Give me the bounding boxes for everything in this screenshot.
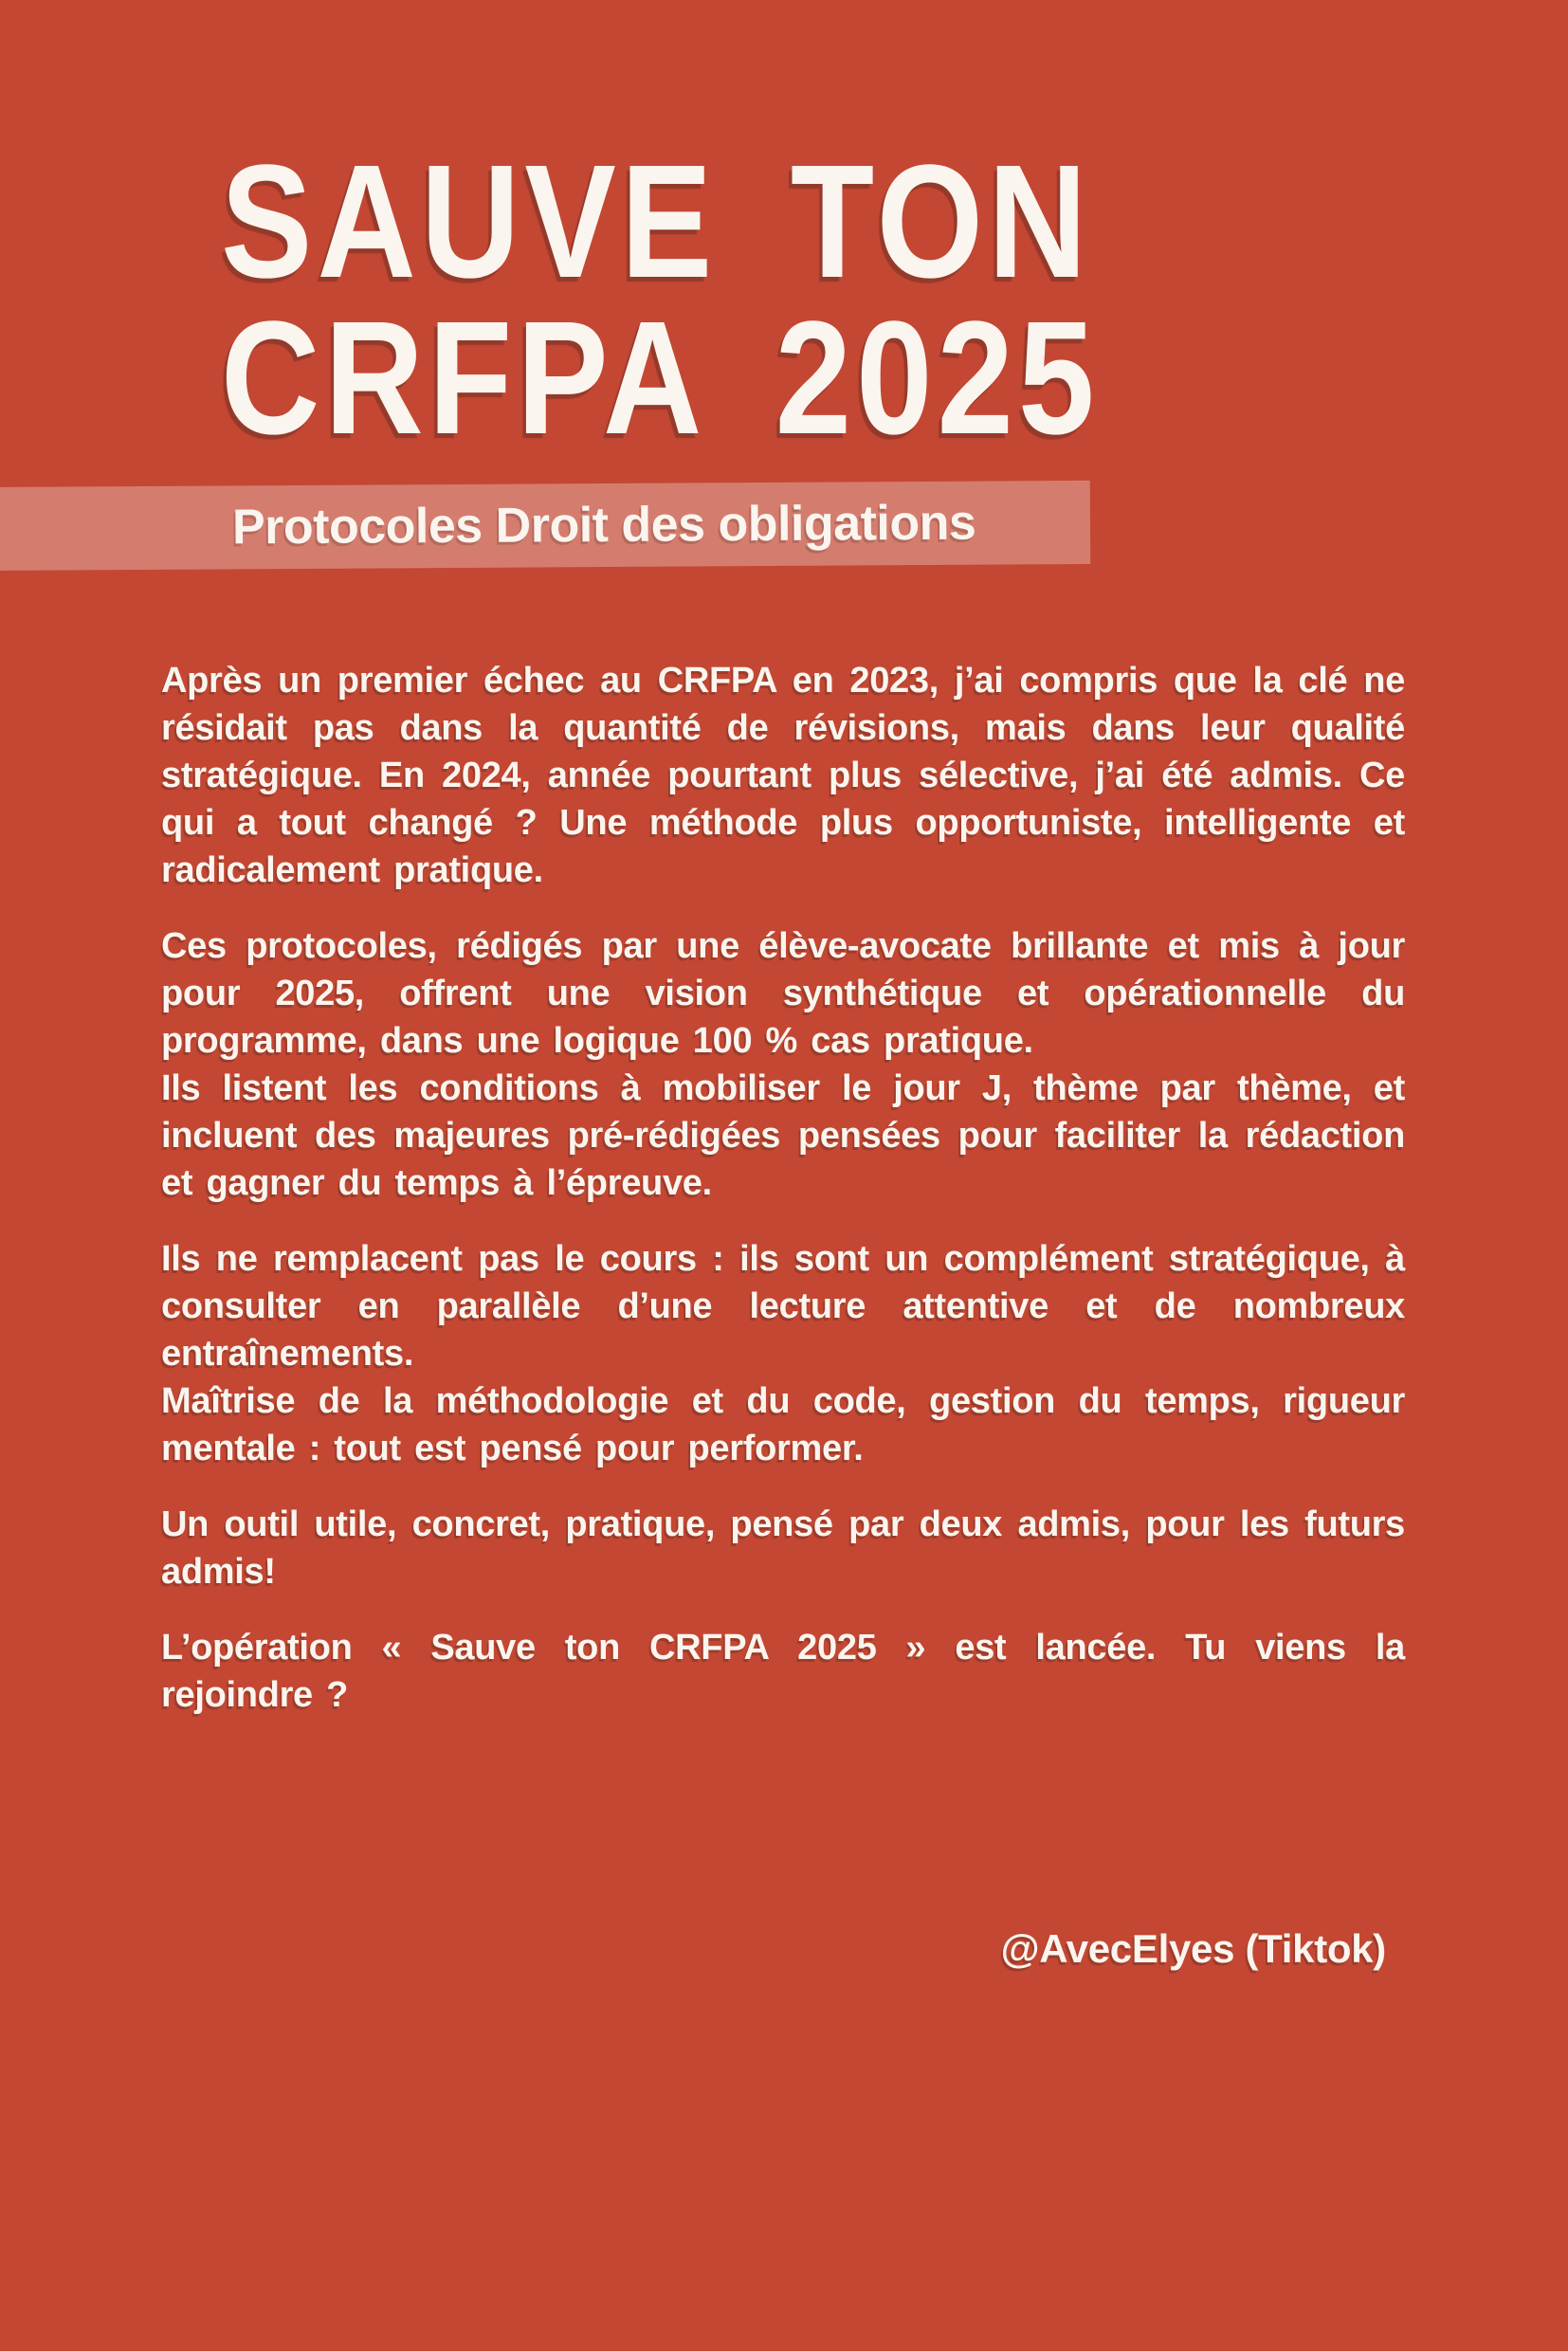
paragraph-segment: Après un premier échec au CRFPA en 2023, j’ai compris que la clé ne résidait pas dans la quantité de révisions, mais dans leur qualité stratégique. En 2024, année pourtant plus sélective, j’ai été admis. Ce qui a tout changé ? Une méthode plus opportuniste, intelligente et radicalement pratique. <box>161 661 1405 890</box>
paragraph-segment: Ils listent les conditions à mobiliser le jour J, thème par thème, et incluent des majeures pré-rédigées pensées pour faciliter la rédaction et gagner du temps à l’épreuve. <box>161 1068 1405 1203</box>
paragraph-operation <box>161 1624 1405 1719</box>
paragraph-segment: Ces protocoles, rédigés par une élève-avocate brillante et mis à jour pour 2025, offrent une vision synthétique et opérationnelle du programme, dans une logique 100 % cas pratique. <box>161 926 1405 1061</box>
subtitle-text: Protocoles Droit des obligations <box>231 495 976 556</box>
title-line-1: SAUVE TON <box>221 132 1092 312</box>
paragraph-segment: L’opération « Sauve ton CRFPA 2025 » est lancée. Tu viens la rejoindre ? <box>161 1628 1405 1715</box>
title-line-2: CRFPA 2025 <box>221 288 1100 468</box>
paragraph-outil <box>161 1501 1405 1595</box>
paragraph-complement <box>161 1235 1405 1472</box>
paragraph-protocoles <box>161 922 1405 1207</box>
paragraph-segment: Ils ne remplacent pas le cours : ils sont un complément stratégique, à consulter en parallèle d’une lecture attentive et de nombreux entraînements. <box>161 1239 1405 1374</box>
signature: @AvecElyes (Tiktok) <box>1000 1926 1386 1971</box>
paragraph-segment: Un outil utile, concret, pratique, pensé par deux admis, pour les futurs admis! <box>161 1504 1405 1592</box>
page-title <box>221 132 1100 468</box>
subtitle-banner <box>0 481 1090 571</box>
paragraph-segment: Maîtrise de la méthodologie et du code, gestion du temps, rigueur mentale : tout est pensé pour performer. <box>161 1381 1405 1468</box>
paragraph-intro <box>161 657 1405 894</box>
body-text <box>161 657 1405 1747</box>
